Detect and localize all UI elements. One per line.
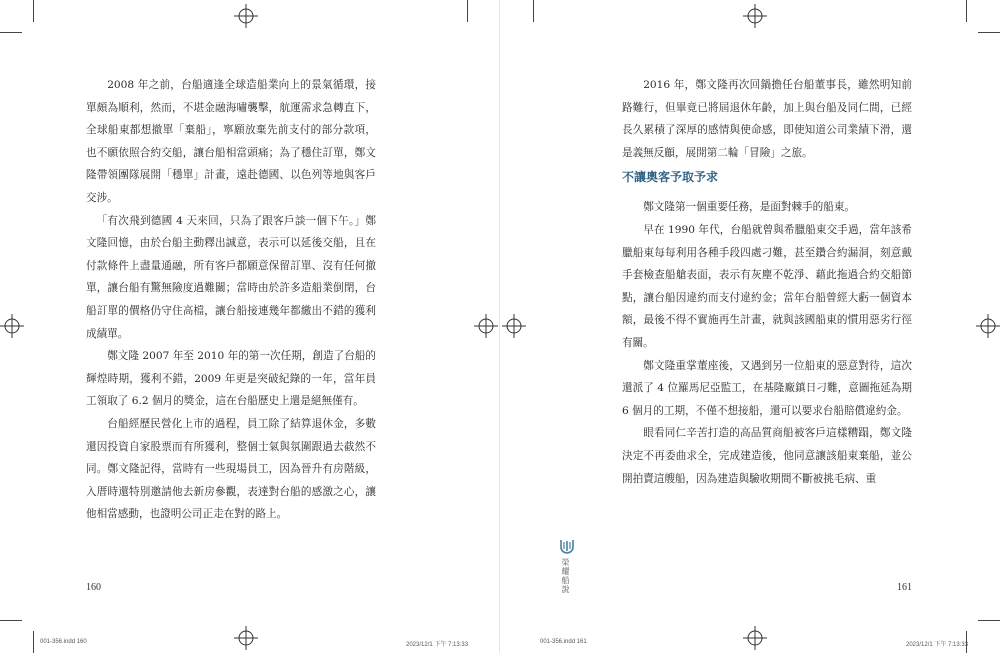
body-paragraph: 鄭文隆 2007 年至 2010 年的第一次任期，創造了台船的輝煌時期，獲利不錯，2009 年更是突破紀錄的一年，當年員工領取了 6.2 個月的獎金，這在台船歷史上還是絕無僅有。 [86,350,376,408]
running-title-text: 榮耀船說 [561,558,570,594]
body-paragraph: 2016 年，鄭文隆再次回鍋擔任台船董事長，雖然明知前路難行，但畢竟已將屆退休年齡，加上與台船及同仁間，已經長久累積了深厚的感情與使命感，即使知道公司業績下滑，還是義無反顧，展開第二輪「冒險」之旅。 [622,79,912,159]
body-paragraph: 鄭文隆第一個重要任務，是面對棘手的船東。 [643,201,856,214]
body-paragraph: 「有次飛到德國 4 天來回，只為了跟客戶談一個下午。」鄭文隆回憶，由於台船主動釋出誠意，表示可以延後交船，且在付款條件上盡量通融，所有客戶都願意保留訂單、沒有任何撤單，讓台船有驚無險度過難關；當時由於許多造船業倒閉，台船訂單的價格仍守住高檔，讓台船接連幾年都繳出不錯的獲利成績單。 [86,214,376,340]
print-slug: 001-356.indd 161 [540,639,587,645]
body-paragraph: 眼看同仁辛苦打造的高品質商船被客戶這樣糟蹋，鄭文隆決定不再委曲求全，完成建造後，他同意讓該船東棄船，並公開拍賣這艘船，因為建造與驗收期間不斷被挑毛病、重 [622,427,912,485]
registration-mark-icon [0,314,24,338]
crop-mark [0,32,22,33]
crop-mark [0,620,22,621]
registration-mark-icon [234,626,258,650]
crop-mark [533,0,534,22]
registration-mark-icon [474,314,498,338]
registration-mark-icon [234,4,258,28]
section-heading: 不讓奧客予取予求 [622,170,719,185]
print-slug: 001-356.indd 160 [40,639,87,645]
body-paragraph: 早在 1990 年代，台船就曾與希臘船東交手過，當年該希臘船東每每利用各種手段四處刁難，甚至鑽合約漏洞，刻意戴手套檢查船艙表面，表示有灰塵不乾淨、藉此拖過合約交船節點，讓台船因違約而支付違約金；當年台船曾經大虧一個資本額，最後不得不實施再生計畫，就與該國船東的慣用惡劣行徑有關。 [622,223,912,349]
page-number-left: 160 [86,582,101,593]
crop-mark [978,32,1000,33]
crop-mark [966,0,967,22]
crop-mark [467,0,468,22]
registration-mark-icon [502,314,526,338]
crop-mark [978,620,1000,621]
body-paragraph: 鄭文隆重掌董座後，又遇到另一位船東的惡意對待，這次還派了 4 位羅馬尼亞監工，在基隆廠鎮日刁難，意圖拖延為期 6 個月的工期，不僅不想接船，還可以要求台船賠償違約金。 [622,359,912,417]
running-title [560,538,574,594]
body-paragraph: 2008 年之前，台船適逢全球造船業向上的景氣循環，接單頗為順利，然而，不堪金融海嘯襲擊，航運需求急轉直下，全球船東都想撤單「棄船」，寧願放棄先前支付的部分款項，也不願依照合約交船，讓台船相當頭痛；為了穩住訂單，鄭文隆帶領團隊展開「穩單」計畫，遠赴德國、以色列等地與客戶交涉。 [86,79,376,204]
registration-mark-icon [743,4,767,28]
registration-mark-icon [976,314,1000,338]
gutter-divider [499,0,500,653]
registration-mark-icon [743,626,767,650]
publisher-logo-icon [560,538,574,554]
print-slug: 2023/12/1 下午 7:13:33 [906,642,969,648]
page-number-right: 161 [897,582,912,593]
crop-mark [33,0,34,22]
crop-mark [33,631,34,653]
right-page-body [622,74,912,490]
print-slug: 2023/12/1 下午 7:13:33 [406,642,469,648]
left-page-body [86,74,376,526]
body-paragraph: 台船經歷民營化上市的過程，員工除了結算退休金，多數還因投資自家股票而有所獲利，整個士氣與氛圍跟過去截然不同。鄭文隆記得，當時有一些現場員工，因為晉升有房階級，入厝時還特別邀請他去新房參觀，表達對台船的感激之心，讓他相當感動，也證明公司正走在對的路上。 [86,417,376,521]
